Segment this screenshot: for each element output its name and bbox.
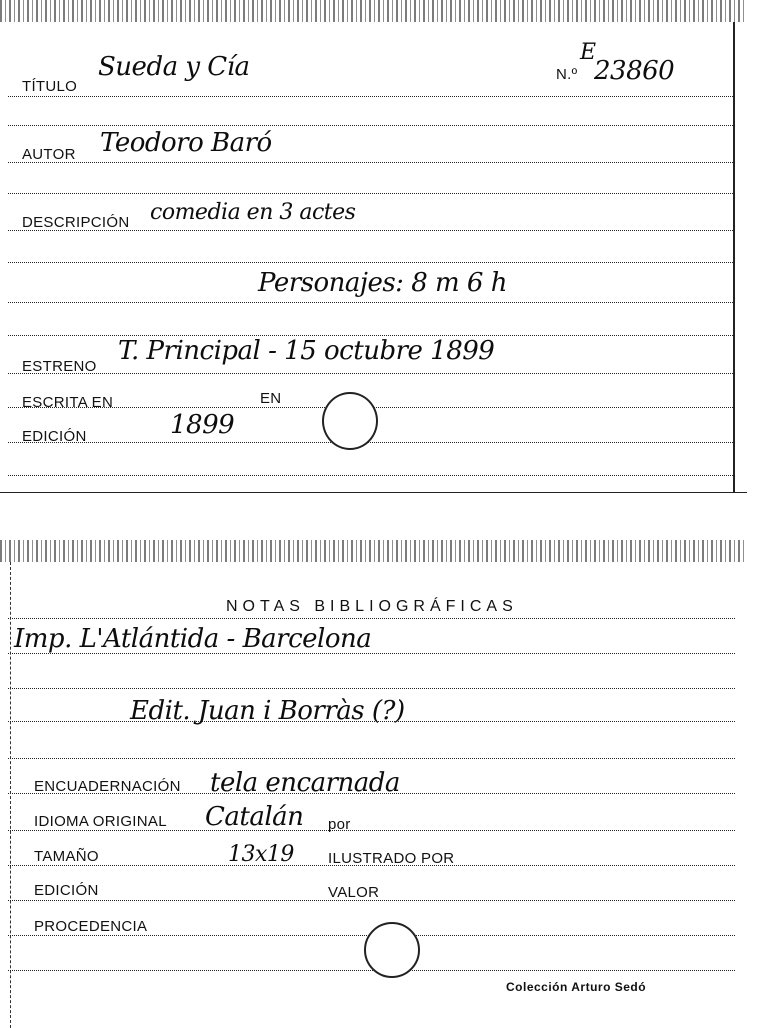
encuadernacion-value: tela encarnada — [210, 768, 400, 798]
rule-line — [8, 162, 735, 163]
edicion-label: EDICIÓN — [34, 882, 99, 899]
ilustrado-label: ILUSTRADO POR — [328, 850, 455, 867]
catalog-card-back — [0, 540, 747, 1028]
scan-edge-blank — [0, 22, 747, 30]
scan-edge-blank — [0, 562, 747, 570]
rule-line — [8, 830, 735, 831]
descripcion-label: DESCRIPCIÓN — [22, 214, 130, 231]
punch-hole — [322, 392, 378, 450]
idioma-value: Catalán — [205, 802, 304, 832]
estreno-label: ESTRENO — [22, 358, 97, 375]
rule-line — [8, 688, 735, 689]
rule-line — [8, 373, 735, 374]
personajes-value: Personajes: 8 m 6 h — [258, 268, 507, 298]
rule-line — [8, 970, 735, 971]
idioma-label: IDIOMA ORIGINAL — [34, 813, 167, 830]
rule-line — [8, 125, 735, 126]
notas-heading: NOTAS BIBLIOGRÁFICAS — [226, 598, 518, 615]
encuadernacion-label: ENCUADERNACIÓN — [34, 778, 181, 795]
collection-footer: Colección Arturo Sedó — [506, 980, 647, 994]
catalog-card-front — [0, 0, 747, 493]
card-right-border — [733, 22, 735, 492]
por-label: por — [328, 816, 351, 833]
edicion-value: 1899 — [170, 410, 235, 440]
autor-label: AUTOR — [22, 146, 76, 163]
rule-line — [8, 758, 735, 759]
notes-line-2: Edit. Juan i Borràs (?) — [130, 696, 405, 726]
punch-hole — [364, 922, 420, 978]
edicion-label: EDICIÓN — [22, 428, 87, 445]
tamano-value: 13x19 — [228, 842, 294, 867]
card-left-border — [10, 562, 11, 1028]
rule-line — [8, 193, 735, 194]
descripcion-value: comedia en 3 actes — [150, 200, 356, 225]
scan-edge-top — [0, 540, 747, 562]
numero-prefix: E — [580, 40, 596, 65]
valor-label: VALOR — [328, 884, 380, 901]
tamano-label: TAMAÑO — [34, 848, 99, 865]
rule-line — [8, 96, 735, 97]
titulo-label: TÍTULO — [22, 78, 78, 95]
titulo-value: Sueda y Cía — [98, 52, 250, 82]
procedencia-label: PROCEDENCIA — [34, 918, 148, 935]
rule-line — [8, 475, 735, 476]
rule-line — [8, 302, 735, 303]
en-label: EN — [260, 390, 282, 407]
rule-line — [8, 442, 735, 443]
autor-value: Teodoro Baró — [100, 128, 272, 158]
scan-edge-top — [0, 0, 747, 22]
notes-line-1: Imp. L'Atlántida - Barcelona — [14, 624, 372, 654]
rule-line — [8, 262, 735, 263]
rule-line — [8, 618, 735, 619]
numero-value: 23860 — [594, 56, 675, 86]
numero-label: N.º — [556, 66, 578, 83]
escrita-en-label: ESCRITA EN — [22, 394, 114, 411]
estreno-value: T. Principal - 15 octubre 1899 — [118, 336, 495, 366]
